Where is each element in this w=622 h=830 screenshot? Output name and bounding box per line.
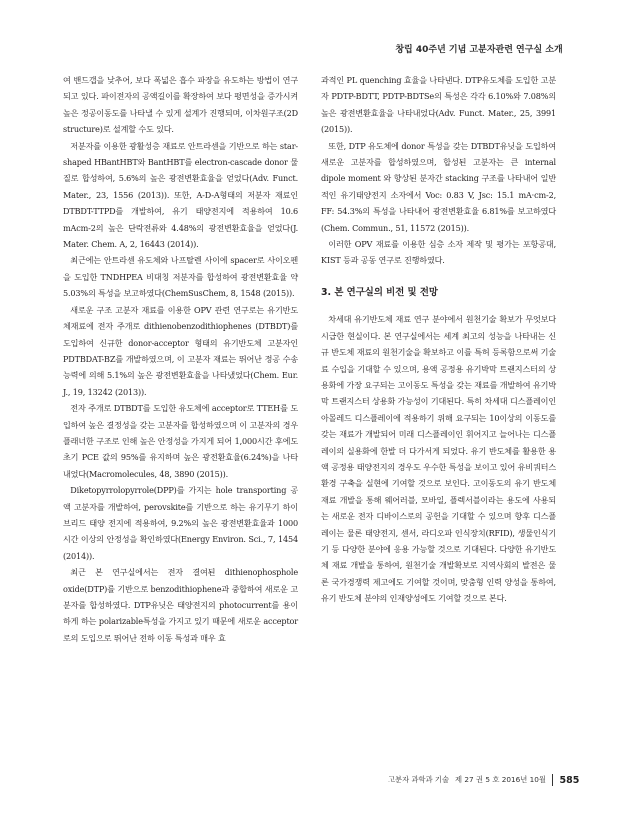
paragraph: 새로운 구조 고분자 재료를 이용한 OPV 관련 연구로는 유기반도체재료에 전자 주개로 dithienobenzodithiophenes (DTBDT)를 도입하여 신규한 donor-acceptor 형태의 유기반도체 고분자인 PDTBDAT-BZ를 개발하였으며, 이 고분자 재료는 뛰어난 정공 수송 능력에 의해 5.1%의 높은 광전변환효율을 나타냈었다(Chem. Eur. J., 19, 13242 (2013)).: [63, 304, 298, 397]
paragraph: 전자 주개로 DTBDT를 도입한 유도체에 acceptor로 TTEH를 도입하여 높은 결정성을 갖는 고분자를 합성하였으며 이 고분자의 경우 플래너한 구조로 인해 높은 안정성을 가지게 되어 1,000시간 후에도 초기 PCE 값의 95%를 유지하며 높은 광전환효율(6.24%)을 나타내었다(Macromolecules, 48, 3890 (2015)).: [63, 403, 298, 479]
section-header-title: 창립 40주년 기념 고분자관련 연구실 소개: [395, 44, 563, 55]
journal-name: 고분자 과학과 기술: [388, 775, 450, 784]
paragraph: 최근에는 안트라센 유도체와 나프탈렌 사이에 spacer로 사이오펜을 도입한 TNDHPEA 비대칭 저분자를 합성하여 광전변환효율 약 5.03%의 특성을 보고하였다(ChemSusChem, 8, 1548 (2015)).: [63, 255, 298, 299]
page-footer: [388, 774, 579, 786]
paragraph: Diketopyrrolopyrrole(DPP)를 가지는 hole transporting 공액 고분자를 개발하여, perovskite를 기반으로 하는 유기무기 하이브리드 태양 전지에 적용하여, 9.2%의 높은 광전변환효율과 1000 시간 이상의 안정성을 확인하였다(Energy Environ. Sci., 7, 1454 (2014)).: [63, 485, 298, 561]
right-column: [321, 72, 556, 607]
page-number: 585: [559, 774, 580, 786]
footer-divider: [552, 774, 554, 786]
paragraph: 여 밴드갭을 낮추어, 보다 폭넓은 흡수 파장을 유도하는 방법이 연구되고 있다. 파이전자의 공액길이를 확장하여 보다 평면성을 증가시켜 높은 정공이동도를 나타낼 수 있게 설계가 진행되며, 이차원구조(2D structure)로 설계할 수도 있다.: [63, 75, 298, 135]
paragraph: 과적인 PL quenching 효율을 나타낸다. DTP유도체를 도입한 고분자 PDTP-BDTT, PDTP-BDTSe의 특성은 각각 6.10%와 7.08%의 높은 광전변환효율을 나타내었다(Adv. Funct. Mater., 25, 3991 (2015)).: [321, 75, 556, 135]
paragraph: 저분자를 이용한 광활성층 재료로 안트라센을 기반으로 하는 star-shaped HBantHBT와 BantHBT를 electron-cascade donor 물질로 합성하여, 5.6%의 높은 광전변환효율을 얻었다(Adv. Funct. Mater., 23, 1556 (2013)). 또한, A-D-A형태의 저분자 재료인 DTBDT-TTPD를 개발하여, 유기 태양전지에 적용하여 10.6 mAcm-2의 높은 단락전류와 4.48%의 광전변환효율을 얻었다(J. Mater. Chem. A, 2, 16443 (2014)).: [63, 140, 298, 250]
section-header: [391, 40, 567, 56]
paragraph: 이러한 OPV 재료를 이용한 심층 소자 제작 및 평가는 포항공대, KIST 등과 공동 연구로 진행하였다.: [321, 239, 556, 266]
section-title-vision: 3. 본 연구실의 비전 및 전망: [321, 286, 438, 298]
volume-info: 제 27 권 5 호 2016년 10월: [455, 775, 546, 784]
paragraph: 차세대 유기반도체 재료 연구 분야에서 원천기술 확보가 무엇보다 시급한 현실이다. 본 연구실에서는 세계 최고의 성능을 나타내는 신규 반도체 재료의 원천기술을 확보하고 이를 특허 등록함으로써 기술료 수입을 기대할 수 있으며, 용액 공정용 유기박막 트랜지스터의 상용화에 가장 요구되는 고이동도 특성을 갖는 재료를 개발하여 유기박막 트랜지스터 상용화 가능성이 기대된다. 특히 차세대 디스플레이인 아몰레드 디스플레이에 적용하기 위해 요구되는 10이상의 이동도를 갖는 재료가 개발되어 미래 디스플레이인 휘어지고 늘어나는 디스플레이의 실용화에 한발 더 다가서게 되었다. 유기 반도체를 활용한 용액 공정용 태양전지의 경우도 우수한 특성을 보이고 있어 유비쿼터스 환경 구축을 실현에 기여할 것으로 보인다. 고이동도의 유기 반도체 재료 개발을 통해 웨어러블, 모바일, 플렉서블이라는 용도에 사용되는 새로운 전자 디바이스로의 공헌을 기대할 수 있으며 향후 디스플레이는 물론 태양전지, 센서, 라디오파 인식장치(RFID), 생물인식기기 등 다양한 분야에 응용 가능할 것으로 기대된다. 다양한 유기반도체 재료 개발을 통하여, 원천기술 개발확보로 지역사회의 발전은 물론 국가경쟁력 제고에도 기여할 것이며, 맞춤형 인력 양성을 통하여, 유기 반도체 분야의 인재양성에도 기여할 것으로 본다.: [321, 314, 556, 604]
paragraph: 또한, DTP 유도체에 donor 특성을 갖는 DTBDT유닛을 도입하여 새로운 고분자를 합성하였으며, 합성된 고분자는 큰 internal dipole moment 와 향상된 분자간 stacking 구조를 나타내어 일반적인 유기태양전지 소자에서 Voc: 0.83 V, Jsc: 15.1 mA·cm-2, FF: 54.3%의 특성을 나타내어 광전변환효율 6.81%를 보고하였다(Chem. Commun., 51, 11572 (2015)).: [321, 140, 556, 233]
left-column: [63, 72, 298, 646]
paragraph: 최근 본 연구실에서는 전자 결여된 dithienophosphole oxide(DTP)를 기반으로 benzodithiophene과 중합하여 새로운 고분자를 합성하였다. DTP유닛은 태양전지의 photocurrent를 용이하게 하는 polarizable특성을 가지고 있기 때문에 새로운 acceptor로의 도입으로 뛰어난 전하 이동 특성과 매우 효: [63, 567, 298, 643]
